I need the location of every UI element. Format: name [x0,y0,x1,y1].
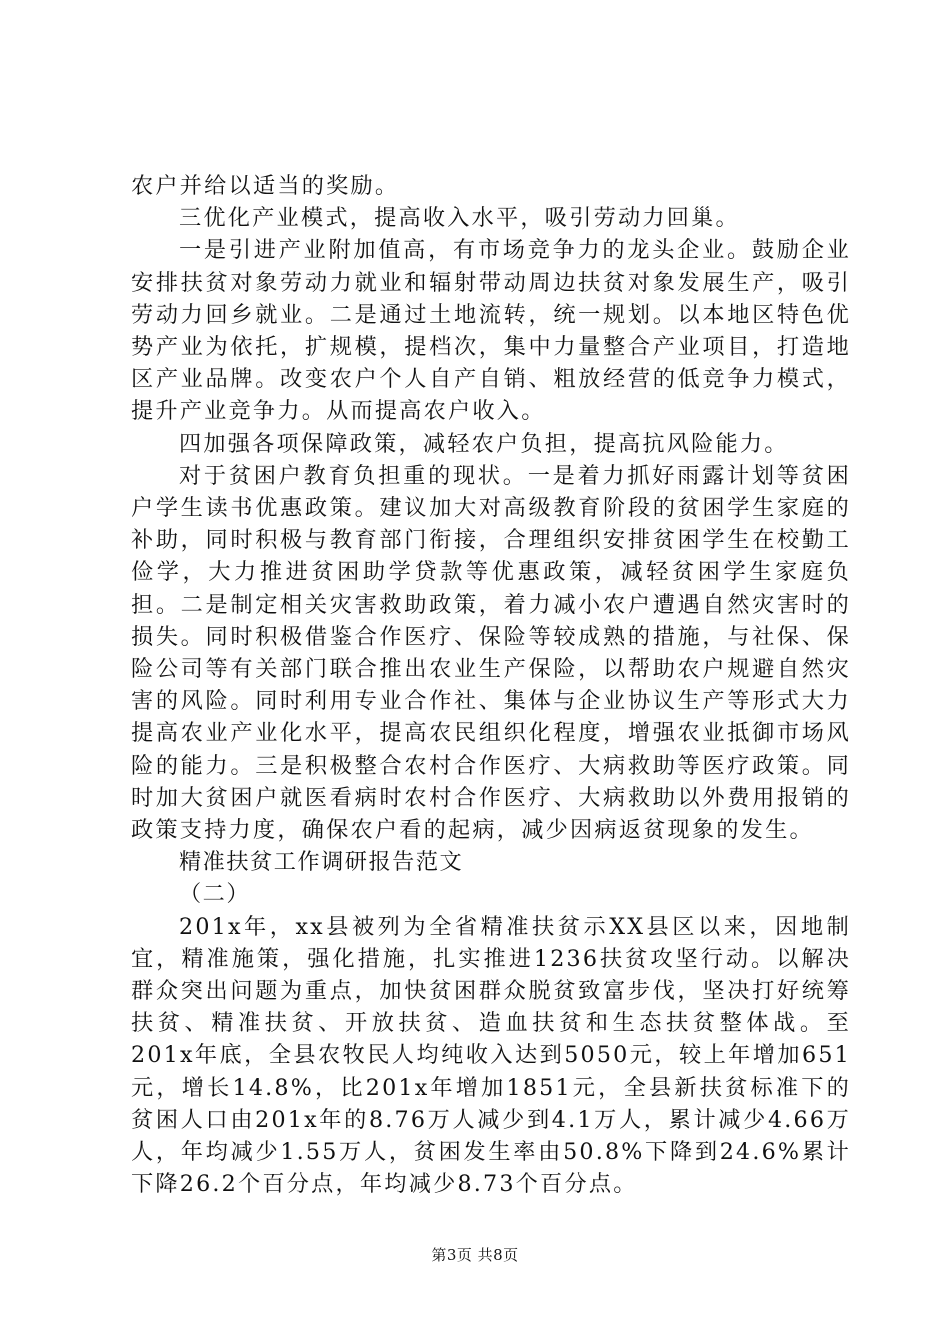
paragraph-continuation: 农户并给以适当的奖励。 [131,173,400,199]
document-body [131,170,851,1201]
paragraph-county-summary: 201x年，xx县被列为全省精准扶贫示XX县区以来，因地制宜，精准施策，强化措施，扎实推进1236扶贫攻坚行动。以解决群众突出问题为重点，加快贫困群众脱贫致富步伐，坚决打好统筹扶贫、精准扶贫、开放扶贫、造血扶贫和生态扶贫整体战。至201x年底，全县农牧民人均纯收入达到5050元，较上年增加651元，增长14.8%，比201x年增加1851元，全县新扶贫标准下的贫困人口由201x年的8.76万人减少到4.1万人，累计减少4.66万人，年均减少1.55万人，贫困发生率由50.8%下降到24.6%累计下降26.2个百分点，年均减少8.73个百分点。 [131,913,851,1198]
page-footer: 第3页 共8页 [431,1246,519,1264]
paragraph-industry: 一是引进产业附加值高，有市场竞争力的龙头企业。鼓励企业安排扶贫对象劳动力就业和辐射带动周边扶贫对象发展生产，吸引劳动力回乡就业。二是通过土地流转，统一规划。以本地区特色优势产业为依托，扩规模，提档次，集中力量整合产业项目，打造地区产业品牌。改变农户个人自产自销、粗放经营的低竞争力模式，提升产业竞争力。从而提高农户收入。 [131,237,851,425]
section-heading-four: 四加强各项保障政策，减轻农户负担，提高抗风险能力。 [179,430,789,457]
report-subtitle: （二） [179,881,251,908]
paragraph-policy: 对于贫困户教育负担重的现状。一是着力抓好雨露计划等贫困户学生读书优惠政策。建议加大对高级教育阶段的贫困学生家庭的补助，同时积极与教育部门衔接，合理组织安排贫困学生在校勤工俭学，大力推进贫困助学贷款等优惠政策，减轻贫困学生家庭负担。二是制定相关灾害救助政策，着力减小农户遭遇自然灾害时的损失。同时积极借鉴合作医疗、保险等较成熟的措施，与社保、保险公司等有关部门联合推出农业生产保险，以帮助农户规避自然灾害的风险。同时利用专业合作社、集体与企业协议生产等形式大力提高农业产业化水平，提高农民组织化程度，增强农业抵御市场风险的能力。三是积极整合农村合作医疗、大病救助等医疗政策。同时加大贫困户就医看病时农村合作医疗、大病救助以外费用报销的政策支持力度，确保农户看的起病，减少因病返贫现象的发生。 [131,462,851,844]
section-heading-three: 三优化产业模式，提高收入水平，吸引劳动力回巢。 [179,205,740,232]
report-title: 精准扶贫工作调研报告范文 [179,849,464,876]
